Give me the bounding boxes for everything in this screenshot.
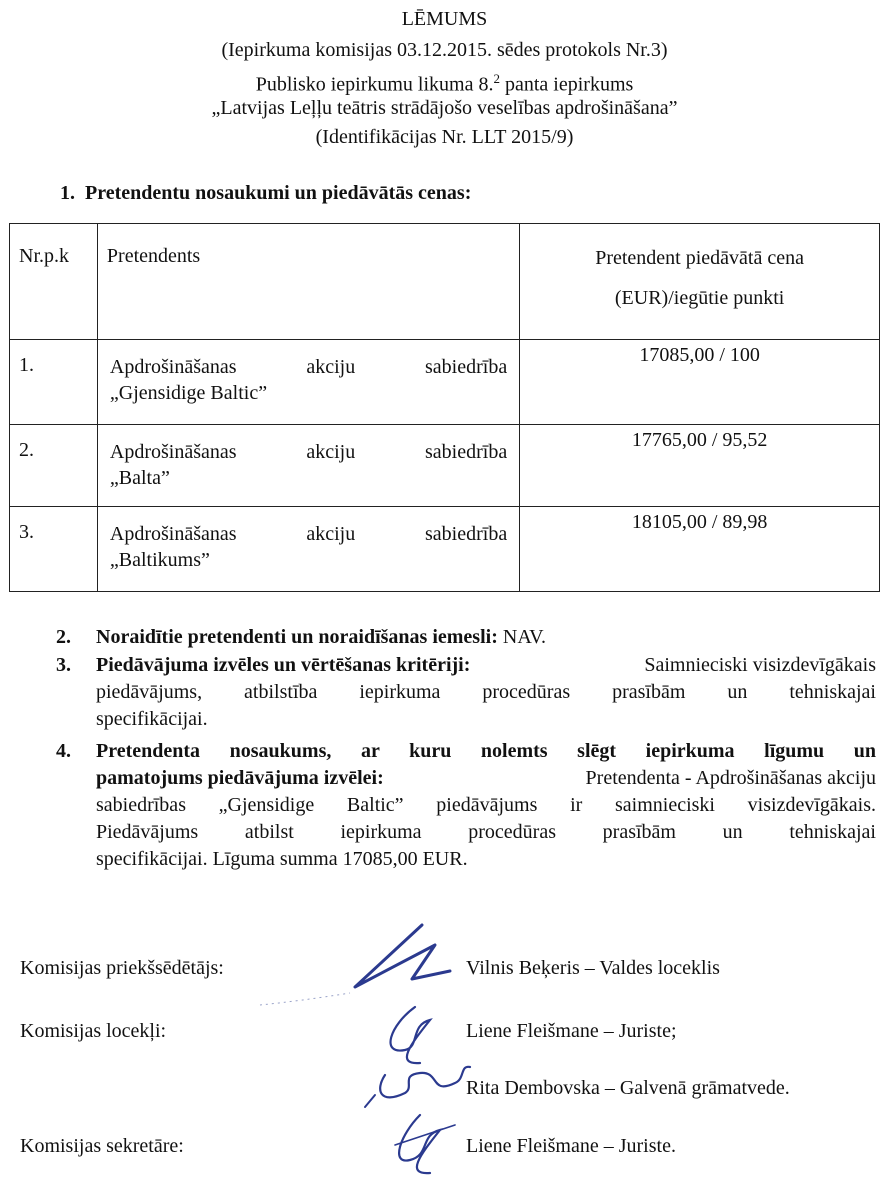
header-price-line-1: Pretendent piedāvātā cena [595, 247, 804, 269]
item-3-heading: Piedāvājuma izvēles un vērtēšanas kritēriji: [96, 654, 471, 676]
bidder-name-word: Apdrošināšanas [109, 356, 237, 378]
item-2-heading: Noraidītie pretendenti un noraidīšanas iemesli: [96, 626, 498, 648]
bidder-company: „Balta” [109, 467, 170, 489]
law-reference-superscript: 2 [493, 71, 500, 86]
protocol-reference: (Iepirkuma komisijas 03.12.2015. sēdes protokols Nr.3) [221, 39, 668, 61]
chair-name: Vilnis Beķeris – Valdes loceklis [466, 957, 720, 979]
item-3-text [56, 652, 876, 733]
item-4 [56, 738, 876, 873]
header-name-label: Pretendents [106, 245, 201, 267]
members-signature-icon [360, 995, 480, 1195]
row-name-cell [97, 425, 519, 507]
table-row [10, 425, 880, 507]
row-number: 3. [19, 521, 34, 543]
law-reference-text: Publisko iepirkumu likuma 8. [255, 73, 494, 96]
item-4-text-line-5: specifikācijai. Līguma summa 17085,00 EUR. [96, 848, 468, 870]
item-3-text-line-1: Saimnieciski visizdevīgākais [644, 654, 876, 676]
secretary-name: Liene Fleišmane – Juriste. [466, 1135, 676, 1157]
row-price-cell [520, 340, 880, 425]
item-2-value: NAV. [497, 626, 547, 648]
item-4-number: 4. [56, 740, 71, 762]
item-2-number: 2. [56, 626, 71, 648]
row-number: 1. [19, 354, 34, 376]
law-reference [0, 67, 889, 97]
bids-table [9, 223, 880, 592]
row-number-cell [10, 425, 98, 507]
row-number-cell [10, 340, 98, 425]
row-name-cell [97, 507, 519, 592]
item-3 [56, 652, 876, 733]
item-3-text-line-3: specifikācijai. [96, 708, 208, 730]
bid-price-points: 18105,00 / 89,98 [631, 511, 768, 533]
member-2-name: Rita Dembovska – Galvenā grāmatvede. [466, 1077, 790, 1099]
chair-label: Komisijas priekšsēdētājs: [20, 957, 224, 979]
item-4-heading-line-2: pamatojums piedāvājuma izvēlei: [96, 767, 384, 789]
header-cell-number [10, 224, 98, 340]
bidder-name-word: akciju [306, 441, 356, 463]
bidder-name-word: sabiedrība [425, 356, 508, 378]
item-2 [56, 624, 876, 651]
item-4-text [56, 738, 876, 873]
bidder-name [98, 425, 519, 491]
header-number-label: Nr.p.k [19, 245, 69, 267]
item-2-text [56, 624, 876, 651]
bidder-name [98, 507, 519, 573]
bid-price-points: 17085,00 / 100 [639, 344, 760, 366]
secretary-label: Komisijas sekretāre: [20, 1135, 184, 1157]
identification-number: (Identifikācijas Nr. LLT 2015/9) [315, 126, 574, 148]
header-cell-price [520, 224, 880, 340]
bidder-company: „Gjensidige Baltic” [109, 382, 268, 404]
row-number: 2. [19, 439, 34, 461]
section-1-heading: 1. Pretendentu nosaukumi un piedāvātās cenas: [60, 182, 472, 204]
bidder-name-word: sabiedrība [425, 441, 508, 463]
row-price-cell [520, 425, 880, 507]
member-1-name: Liene Fleišmane – Juriste; [466, 1020, 677, 1042]
bidder-name-word: sabiedrība [425, 523, 508, 545]
item-4-text-line-2: Pretendenta - Apdrošināšanas akciju [585, 767, 876, 789]
bidder-name-word: Apdrošināšanas [109, 523, 237, 545]
row-price-cell [520, 507, 880, 592]
row-name-cell [97, 340, 519, 425]
header-cell-name [97, 224, 519, 340]
item-3-text-line-2: piedāvājums, atbilstība iepirkuma procedūras prasībām un tehniskajai [96, 681, 876, 703]
item-4-text-line-4: Piedāvājums atbilst iepirkuma procedūras prasībām un tehniskajai [96, 821, 876, 843]
row-number-cell [10, 507, 98, 592]
header-price-label [520, 224, 879, 318]
table-header-row [10, 224, 880, 340]
item-4-text-line-3: sabiedrības „Gjensidige Baltic” piedāvājums ir saimnieciski visizdevīgākais. [96, 794, 876, 816]
table-row [10, 507, 880, 592]
item-3-number: 3. [56, 654, 71, 676]
bidder-company: „Baltikums” [109, 549, 210, 571]
bidder-name-word: akciju [306, 356, 356, 378]
bidder-name-word: akciju [306, 523, 356, 545]
bidder-name-word: Apdrošināšanas [109, 441, 237, 463]
item-4-heading-line-1: Pretendenta nosaukums, ar kuru nolemts slēgt iepirkuma līgumu un [96, 740, 876, 762]
procurement-name: „Latvijas Leļļu teātris strādājošo veselības apdrošināšana” [211, 97, 678, 119]
table-row [10, 340, 880, 425]
bidder-name [98, 340, 519, 406]
law-reference-suffix: panta iepirkums [499, 73, 634, 96]
members-label: Komisijas locekļi: [20, 1020, 167, 1042]
bid-price-points: 17765,00 / 95,52 [631, 429, 768, 451]
document-title: LĒMUMS [401, 8, 488, 30]
header-price-line-2: (EUR)/iegūtie punkti [614, 287, 785, 309]
